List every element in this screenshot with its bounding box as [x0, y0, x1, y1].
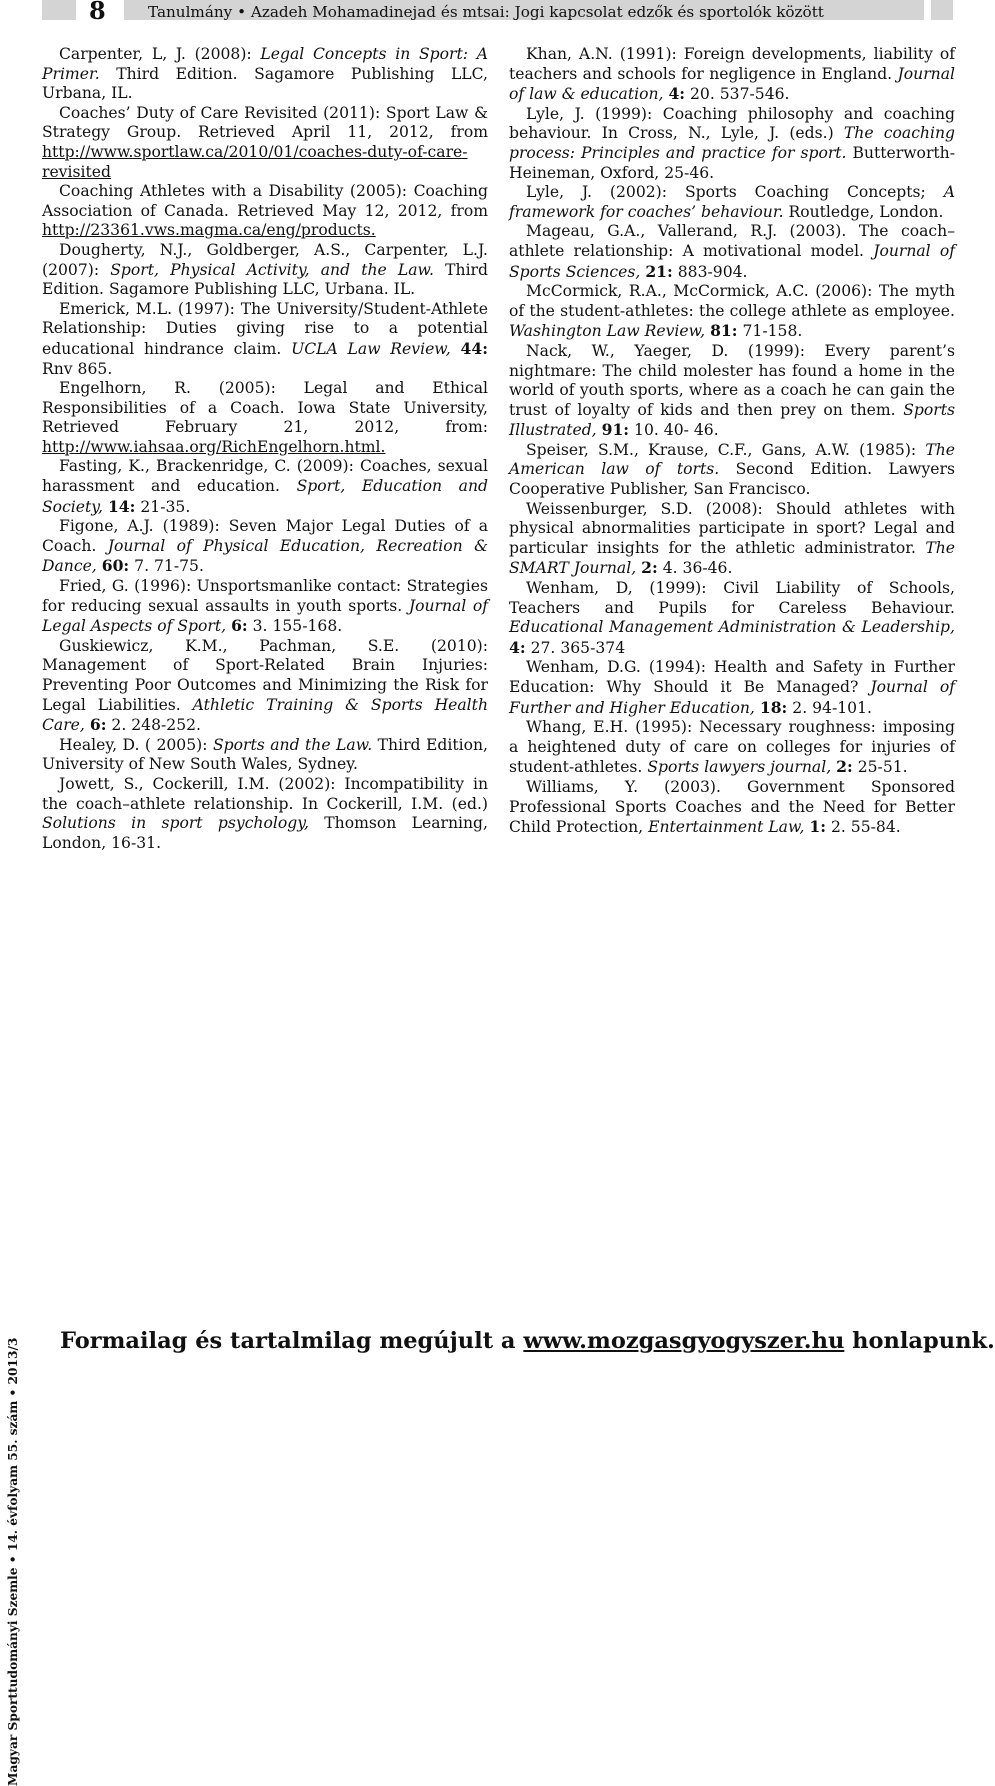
reference-entry	[42, 241, 488, 300]
reference-entry	[509, 441, 955, 500]
reference-text: Journal of Physical Education, Recreation & Dance,	[42, 536, 488, 576]
reference-text: The coaching process: Principles and practice for sport.	[509, 124, 955, 162]
reference-entry	[509, 579, 955, 658]
reference-text: McCormick, R.A., McCormick, A.C. (2006): The myth of the student-athletes: the college athlete as employee.	[509, 282, 955, 320]
running-title: Tanulmány • Azadeh Mohamadinejad és mtsai: Jogi kapcsolat edzők és sportolók között	[148, 3, 824, 21]
reference-text: 2:	[836, 757, 853, 777]
reference-entry	[42, 379, 488, 457]
reference-entry	[509, 282, 955, 342]
reference-text: Third Edition. Sagamore Publishing LLC, Urbana, IL.	[42, 64, 488, 103]
reference-text: Speiser, S.M., Krause, C.F., Gans, A.W. (1985):	[526, 440, 926, 459]
reference-text: 4:	[509, 637, 526, 657]
reference-text: The American law of torts.	[509, 440, 955, 479]
reference-entry	[509, 183, 955, 222]
reference-entry	[509, 45, 955, 105]
reference-text: Educational Management Administration & Leadership,	[509, 618, 955, 637]
reference-text: Wenham, D, (1999): Civil Liability of Schools, Teachers and Pupils for Careless Behaviour.	[509, 579, 955, 617]
reference-text: 21-35.	[135, 497, 191, 516]
page-number: 8	[89, 0, 106, 25]
reference-text: Khan, A.N. (1991): Foreign developments, liability of teachers and schools for negligence in England.	[509, 45, 955, 83]
reference-text: 7. 71-75.	[129, 557, 204, 576]
reference-text: Nack, W., Yaeger, D. (1999): Every parent’s nightmare: The child molester has found a home in the world of youth sports, where as a coach he can gain the trust of loyalty of kids and then prey on them.	[509, 341, 955, 419]
reference-entry	[509, 778, 955, 838]
reference-text: Third Edition, University of New South Wales, Sydney.	[42, 735, 488, 774]
reference-text: Fried, G. (1996): Unsportsmanlike contact: Strategies for reducing sexual assaults in youth sports.	[42, 577, 488, 615]
reference-text: 81:	[710, 321, 738, 341]
reference-text: Sports and the Law.	[212, 735, 373, 754]
reference-text: 2:	[641, 558, 658, 578]
reference-text: 27. 365-374	[525, 638, 626, 657]
reference-text: Wenham, D.G. (1994): Health and Safety in Further Education: Why Should it Be Managed?	[509, 658, 955, 696]
reference-text: Healey, D. ( 2005):	[59, 735, 213, 754]
reference-text: Journal of Legal Aspects of Sport,	[42, 596, 488, 636]
footer-website-link[interactable]: www.mozgasgyogyszer.hu	[523, 1328, 845, 1354]
reference-entry	[42, 182, 488, 241]
reference-text: Thomson Learning, London, 16-31.	[42, 814, 488, 852]
reference-text: Journal of Sports Sciences,	[509, 241, 955, 281]
reference-text: The SMART Journal,	[509, 538, 955, 578]
reference-entry	[42, 45, 488, 104]
reference-column-left	[42, 45, 488, 853]
reference-text: UCLA Law Review,	[291, 339, 451, 358]
reference-text: Lyle, J. (2002): Sports Coaching Concepts;	[526, 183, 944, 202]
reference-text: 21:	[645, 261, 673, 281]
reference-text: Weissenburger, S.D. (2008): Should athletes with physical abnormalities participate in sport? Legal and particular insights for the athletic administrator.	[509, 499, 955, 557]
reference-entry	[509, 222, 955, 282]
footer-announcement	[60, 1328, 995, 1354]
reference-text: 20. 537-546.	[685, 85, 790, 104]
reference-text: Figone, A.J. (1989): Seven Major Legal Duties of a Coach.	[42, 517, 488, 555]
reference-text: 10. 40- 46.	[629, 421, 719, 440]
reference-text: 2. 94-101.	[787, 698, 872, 717]
reference-text: Routledge, London.	[783, 202, 944, 221]
journal-side-label	[4, 920, 26, 1786]
reference-text: 6:	[231, 616, 248, 636]
header-box-right	[931, 0, 953, 20]
reference-entry	[42, 104, 488, 182]
reference-entry	[42, 577, 488, 637]
reference-text: Guskiewicz, K.M., Pachman, S.E. (2010): Management of Sport-Related Brain Injuries: Preventing Poor Outcomes and Minimizing the Risk for Legal Liabilities.	[42, 636, 488, 714]
reference-text: Journal of law & education,	[509, 64, 955, 104]
reference-text: Athletic Training & Sports Health Care,	[42, 695, 488, 735]
reference-text: 71-158.	[737, 322, 803, 341]
reference-text: Entertainment Law,	[648, 818, 805, 837]
reference-entry	[42, 736, 488, 775]
reference-text: 3. 155-168.	[247, 617, 343, 636]
reference-text: Lyle, J. (1999): Coaching philosophy and coaching behaviour. In Cross, N., Lyle, J. (eds.)	[509, 104, 955, 143]
reference-entry	[509, 105, 955, 183]
reference-entry	[42, 637, 488, 736]
reference-text: Engelhorn, R. (2005): Legal and Ethical Responsibilities of a Coach. Iowa State University, Retrieved February 21, 2012, from:	[42, 379, 488, 437]
reference-text: Solutions in sport psychology,	[42, 814, 309, 833]
reference-text: 25-51.	[852, 758, 908, 777]
journal-issue-text: Magyar Sporttudományi Szemle • 14. évfolyam 55. szám • 2013/3	[6, 1337, 20, 1786]
reference-text: 18:	[759, 697, 788, 717]
reference-text: Rnv 865.	[42, 359, 113, 378]
reference-url[interactable]: http://23361.vws.magma.ca/eng/products.	[42, 221, 376, 240]
reference-text: A framework for coaches’ behaviour.	[509, 183, 955, 221]
reference-text	[451, 340, 461, 358]
reference-url[interactable]: http://www.sportlaw.ca/2010/01/coaches-duty-of-care-revisited	[42, 142, 468, 181]
reference-text: Fasting, K., Brackenridge, C. (2009): Coaches, sexual harassment and education.	[42, 457, 488, 496]
header-box-left	[42, 0, 76, 20]
reference-text: 91:	[601, 420, 630, 440]
reference-entry	[509, 500, 955, 579]
reference-text: Journal of Further and Higher Education,	[509, 678, 955, 717]
reference-text: Coaching Athletes with a Disability (2005): Coaching Association of Canada. Retrieved May 12, 2012, from	[42, 182, 488, 220]
reference-text: 6:	[89, 715, 107, 735]
reference-text: 4. 36-46.	[657, 559, 733, 578]
reference-text: Dougherty, N.J., Goldberger, A.S., Carpenter, L.J. (2007):	[42, 240, 488, 279]
reference-text: 2. 55-84.	[826, 818, 901, 837]
reference-text: Coaches’ Duty of Care Revisited (2011): Sport Law & Strategy Group. Retrieved April 11, 2012, from	[42, 103, 488, 142]
reference-column-right	[509, 45, 955, 838]
reference-entry	[42, 300, 488, 379]
reference-text: Sport, Physical Activity, and the Law.	[110, 260, 434, 279]
reference-text: Legal Concepts in Sport: A Primer.	[42, 45, 489, 83]
reference-text: Sports lawyers journal,	[647, 758, 832, 777]
reference-text: Mageau, G.A., Vallerand, R.J. (2003). The coach–athlete relationship: A motivational model.	[509, 222, 955, 260]
reference-text: 60:	[101, 556, 130, 576]
reference-entry	[42, 457, 488, 517]
reference-entry	[509, 658, 955, 718]
reference-text: Third Edition. Sagamore Publishing LLC, Urbana. IL.	[42, 260, 488, 299]
reference-text: Butterworth-Heineman, Oxford, 25-46.	[509, 143, 955, 182]
reference-text: 1:	[809, 817, 826, 837]
reference-entry	[42, 775, 488, 853]
reference-text: Williams, Y. (2003). Government Sponsored Professional Sports Coaches and the Need for Better Child Protection,	[509, 777, 955, 837]
reference-url[interactable]: http://www.iahsaa.org/RichEngelhorn.html.	[42, 437, 386, 456]
reference-entry	[509, 342, 955, 441]
reference-text: Second Edition. Lawyers Cooperative Publisher, San Francisco.	[509, 460, 955, 499]
reference-text: Carpenter, L, J. (2008):	[59, 45, 261, 63]
reference-text: 4:	[668, 84, 686, 104]
reference-text: 44:	[460, 338, 488, 358]
reference-text: 883-904.	[672, 262, 748, 281]
reference-entry	[509, 718, 955, 778]
reference-text: Whang, E.H. (1995): Necessary roughness: imposing a heightened duty of care on colleges for injuries of student-athletes.	[509, 718, 955, 777]
reference-text: Washington Law Review,	[509, 322, 706, 341]
reference-text: Emerick, M.L. (1997): The University/Student-Athlete Relationship: Duties giving rise to a potential educational hindrance claim.	[42, 299, 488, 358]
reference-text: 14:	[107, 496, 136, 516]
reference-entry	[42, 517, 488, 577]
reference-text: Sports Illustrated,	[509, 400, 955, 440]
footer-suffix: honlapunk.	[844, 1328, 995, 1354]
footer-prefix: Formailag és tartalmilag megújult a	[60, 1328, 524, 1354]
reference-text: Jowett, S., Cockerill, I.M. (2002): Incompatibility in the coach–athlete relationship. In Cockerill, I.M. (ed.)	[42, 774, 488, 813]
reference-text: Sport, Education and Society,	[42, 477, 488, 516]
reference-text: 2. 248-252.	[106, 716, 201, 735]
